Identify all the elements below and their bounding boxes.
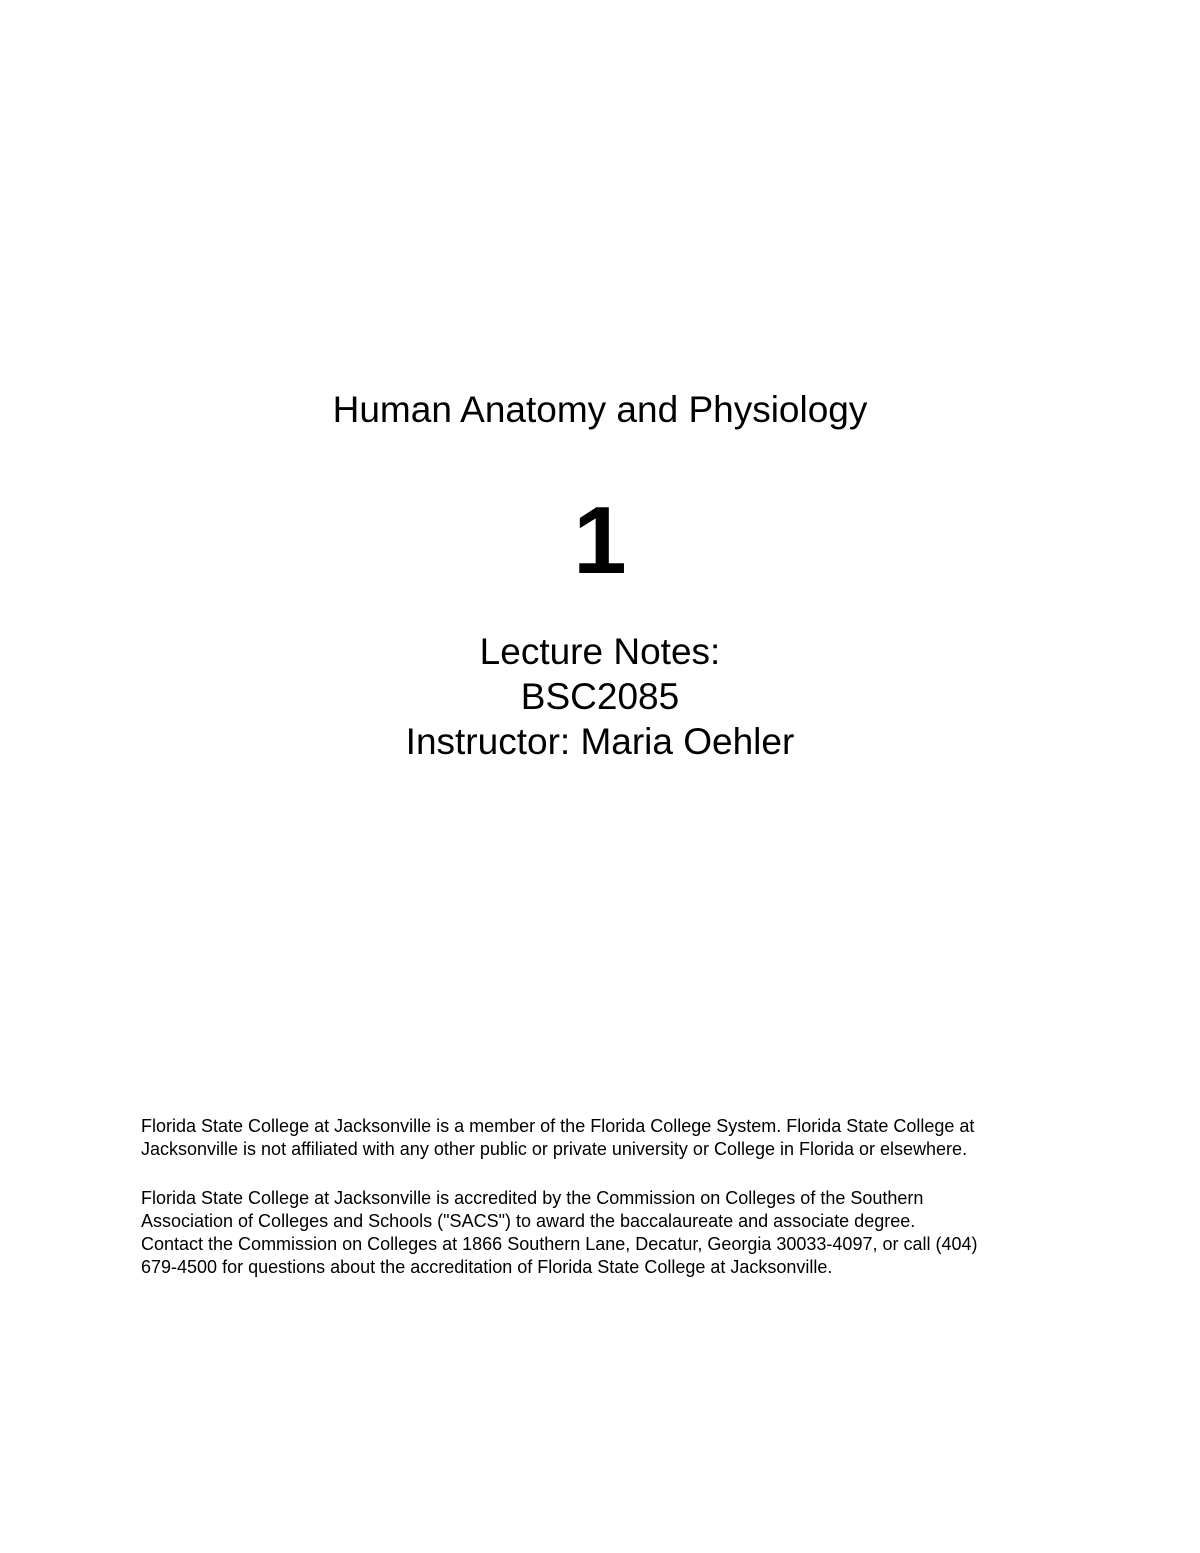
instructor-name: Instructor: Maria Oehler <box>405 721 795 762</box>
accreditation-statement-line: Florida State College at Jacksonville is accredited by the Commission on Colleges of the Southern <box>141 1188 924 1208</box>
document-title: Human Anatomy and Physiology <box>332 389 868 430</box>
accreditation-statement-line: 679-4500 for questions about the accreditation of Florida State College at Jacksonville. <box>141 1257 833 1277</box>
course-code: BSC2085 <box>520 676 680 717</box>
lecture-notes-label: Lecture Notes: <box>479 631 721 672</box>
volume-number: 1 <box>573 487 627 594</box>
accreditation-statement-line: Association of Colleges and Schools ("SACS") to award the baccalaureate and associate degree. <box>141 1211 916 1231</box>
membership-statement-line: Jacksonville is not affiliated with any other public or private university or College in Florida or elsewhere. <box>141 1139 968 1159</box>
accreditation-statement-line: Contact the Commission on Colleges at 1866 Southern Lane, Decatur, Georgia 30033-4097, or call (404) <box>141 1234 978 1254</box>
membership-statement-line: Florida State College at Jacksonville is a member of the Florida College System. Florida State College at <box>141 1116 975 1136</box>
membership-statement <box>141 1115 1071 1161</box>
accreditation-statement <box>141 1187 1071 1279</box>
